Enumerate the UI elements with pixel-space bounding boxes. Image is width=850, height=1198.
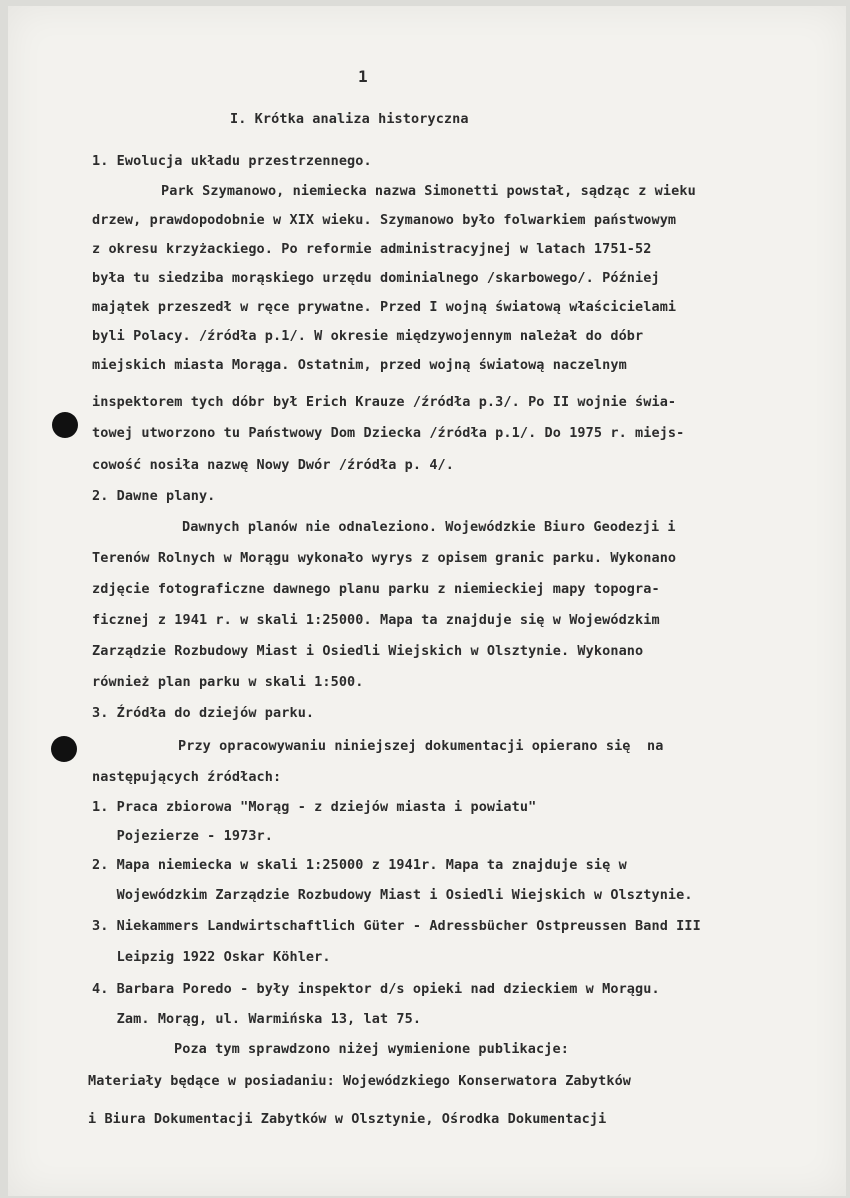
- section-2-heading: 2. Dawne plany.: [92, 488, 216, 504]
- section-2-line: Zarządzie Rozbudowy Miast i Osiedli Wiejskich w Olsztynie. Wykonano: [92, 643, 644, 659]
- section-1-heading: 1. Ewolucja układu przestrzennego.: [92, 153, 372, 169]
- section-1-line: miejskich miasta Morąga. Ostatnim, przed wojną światową naczelnym: [92, 357, 627, 373]
- closing-line: i Biura Dokumentacji Zabytków w Olsztynie, Ośrodka Dokumentacji: [88, 1111, 607, 1127]
- section-3-intro-line: następujących źródłach:: [92, 769, 282, 785]
- document-page: [8, 6, 846, 1196]
- closing-line: Materiały będące w posiadaniu: Wojewódzkiego Konserwatora Zabytków: [88, 1073, 632, 1089]
- source-item: Leipzig 1922 Oskar Köhler.: [92, 949, 331, 965]
- source-item: Zam. Morąg, ul. Warmińska 13, lat 75.: [92, 1011, 422, 1027]
- section-3-intro-line: Przy opracowywaniu niniejszej dokumentacji opierano się na: [178, 738, 664, 754]
- section-1-line: inspektorem tych dóbr był Erich Krauze /źródła p.3/. Po II wojnie świa-: [92, 394, 677, 410]
- section-2-line: również plan parku w skali 1:500.: [92, 674, 364, 690]
- section-2-line: Terenów Rolnych w Morągu wykonało wyrys z opisem granic parku. Wykonano: [92, 550, 677, 566]
- section-1-line: z okresu krzyżackiego. Po reformie administracyjnej w latach 1751-52: [92, 241, 652, 257]
- source-item: Pojezierze - 1973r.: [92, 828, 274, 844]
- section-1-line: drzew, prawdopodobnie w XIX wieku. Szymanowo było folwarkiem państwowym: [92, 212, 677, 228]
- page-number: 1: [358, 67, 368, 86]
- closing-line: Poza tym sprawdzono niżej wymienione publikacje:: [174, 1041, 569, 1057]
- section-3-heading: 3. Źródła do dziejów parku.: [92, 705, 315, 721]
- section-2-line: Dawnych planów nie odnaleziono. Wojewódzkie Biuro Geodezji i: [182, 519, 676, 535]
- punch-hole-upper: [52, 412, 78, 438]
- source-item: 4. Barbara Poredo - były inspektor d/s opieki nad dzieckiem w Morągu.: [92, 981, 660, 997]
- section-1-line: była tu siedziba morąskiego urzędu dominialnego /skarbowego/. Później: [92, 270, 660, 286]
- section-2-line: zdjęcie fotograficzne dawnego planu parku z niemieckiej mapy topogra-: [92, 581, 660, 597]
- section-1-line: byli Polacy. /źródła p.1/. W okresie międzywojennym należał do dóbr: [92, 328, 644, 344]
- source-item: 1. Praca zbiorowa "Morąg - z dziejów miasta i powiatu": [92, 799, 537, 815]
- section-1-line: cowość nosiła nazwę Nowy Dwór /źródła p. 4/.: [92, 457, 455, 473]
- punch-hole-lower: [51, 736, 77, 762]
- section-1-line: towej utworzono tu Państwowy Dom Dziecka /źródła p.1/. Do 1975 r. miejs-: [92, 425, 685, 441]
- section-1-line: Park Szymanowo, niemiecka nazwa Simonetti powstał, sądząc z wieku: [161, 183, 696, 199]
- page-title: I. Krótka analiza historyczna: [230, 111, 469, 127]
- source-item: 3. Niekammers Landwirtschaftlich Güter - Adressbücher Ostpreussen Band III: [92, 918, 701, 934]
- source-item: Wojewódzkim Zarządzie Rozbudowy Miast i Osiedli Wiejskich w Olsztynie.: [92, 887, 693, 903]
- section-2-line: ficznej z 1941 r. w skali 1:25000. Mapa ta znajduje się w Wojewódzkim: [92, 612, 660, 628]
- source-item: 2. Mapa niemiecka w skali 1:25000 z 1941r. Mapa ta znajduje się w: [92, 857, 627, 873]
- section-1-line: majątek przeszedł w ręce prywatne. Przed I wojną światową właścicielami: [92, 299, 677, 315]
